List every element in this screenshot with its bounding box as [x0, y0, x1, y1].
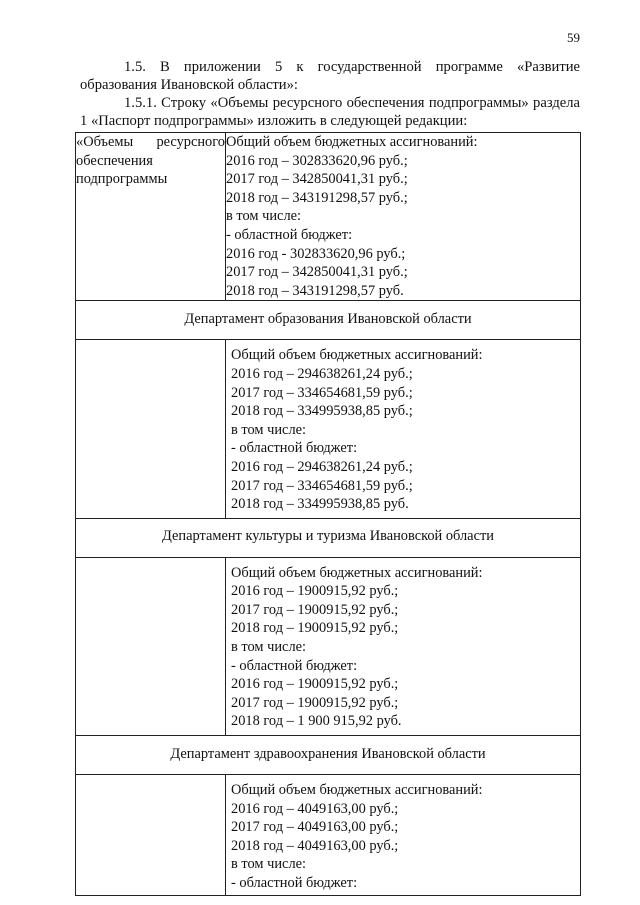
health-line: 2018 год – 4049163,00 руб.; — [231, 837, 399, 854]
total-line: 2016 год – 302833620,96 руб.; — [226, 152, 408, 169]
row-label-line-1 — [76, 133, 225, 152]
education-line: 2018 год – 334995938,85 руб.; — [231, 403, 413, 420]
culture-line: 2016 год – 1900915,92 руб.; — [231, 676, 399, 693]
health-values-cell — [226, 775, 581, 896]
section-heading-row — [76, 518, 581, 557]
total-line: 2017 год – 342850041,31 руб.; — [226, 264, 408, 281]
education-values-cell — [226, 340, 581, 518]
total-line: 2016 год - 302833620,96 руб.; — [226, 245, 406, 262]
intro-paragraph-1: 1.5. В приложении 5 к государственной программе «Развитие образования Ивановской области»: — [80, 59, 580, 93]
total-line: 2018 год – 343191298,57 руб.; — [226, 189, 408, 206]
culture-line: 2017 год – 1900915,92 руб.; — [231, 694, 399, 711]
culture-line: 2018 год – 1 900 915,92 руб. — [231, 713, 402, 730]
section-heading-education: Департамент образования Ивановской области — [76, 301, 581, 340]
health-line: - областной бюджет: — [231, 875, 358, 891]
health-line: в том числе: — [231, 856, 307, 873]
total-line: 2017 год – 342850041,31 руб.; — [226, 171, 408, 188]
culture-line: 2017 год – 1900915,92 руб.; — [231, 601, 399, 618]
culture-line: 2016 год – 1900915,92 руб.; — [231, 583, 399, 600]
total-values-cell — [226, 133, 581, 301]
section-heading-health: Департамент здравоохранения Ивановской области — [76, 736, 581, 775]
culture-line: Общий объем бюджетных ассигнований: — [231, 564, 483, 581]
education-line: 2016 год – 294638261,24 руб.; — [231, 458, 413, 475]
culture-line: 2018 год – 1900915,92 руб.; — [231, 620, 399, 637]
education-line: 2016 год – 294638261,24 руб.; — [231, 365, 413, 382]
education-line: в том числе: — [231, 421, 307, 438]
education-line: - областной бюджет: — [231, 440, 358, 457]
health-line: 2016 год – 4049163,00 руб.; — [231, 800, 399, 817]
education-line: 2017 год – 334654681,59 руб.; — [231, 477, 413, 494]
resource-table — [75, 132, 581, 896]
total-line: Общий объем бюджетных ассигнований: — [226, 134, 478, 150]
empty-label-cell — [76, 340, 226, 518]
intro-paragraph-2: 1.5.1. Строку «Объемы ресурсного обеспечения подпрограммы» раздела 1 «Паспорт подпрограммы» изложить в следующей редакции: — [80, 95, 580, 129]
section-heading-row — [76, 736, 581, 775]
empty-label-cell — [76, 557, 226, 735]
row-label-cell — [76, 133, 226, 301]
page-number: 59 — [567, 30, 580, 45]
intro-text — [80, 58, 580, 130]
education-line: Общий объем бюджетных ассигнований: — [231, 347, 483, 364]
culture-values-cell — [226, 557, 581, 735]
row-label-word-1: «Объемы — [76, 134, 134, 150]
section-heading-culture: Департамент культуры и туризма Ивановской области — [76, 518, 581, 557]
empty-label-cell — [76, 775, 226, 896]
row-label-word-2: ресурсного — [156, 134, 225, 150]
education-line: 2018 год – 334995938,85 руб. — [231, 496, 409, 513]
section-heading-row — [76, 301, 581, 340]
table-row-culture — [76, 557, 581, 735]
culture-line: в том числе: — [231, 639, 307, 656]
table-row-total — [76, 133, 581, 301]
culture-line: - областной бюджет: — [231, 657, 358, 674]
total-line: - областной бюджет: — [226, 226, 353, 243]
education-line: 2017 год – 334654681,59 руб.; — [231, 384, 413, 401]
table-row-education — [76, 340, 581, 518]
table-row-health — [76, 775, 581, 896]
health-line: 2017 год – 4049163,00 руб.; — [231, 819, 399, 836]
total-line: 2018 год – 343191298,57 руб. — [226, 282, 404, 299]
total-line: в том числе: — [226, 208, 302, 225]
health-line: Общий объем бюджетных ассигнований: — [231, 782, 483, 799]
row-label-line-3: подпрограммы — [76, 171, 168, 188]
row-label-line-2: обеспечения — [76, 152, 153, 169]
